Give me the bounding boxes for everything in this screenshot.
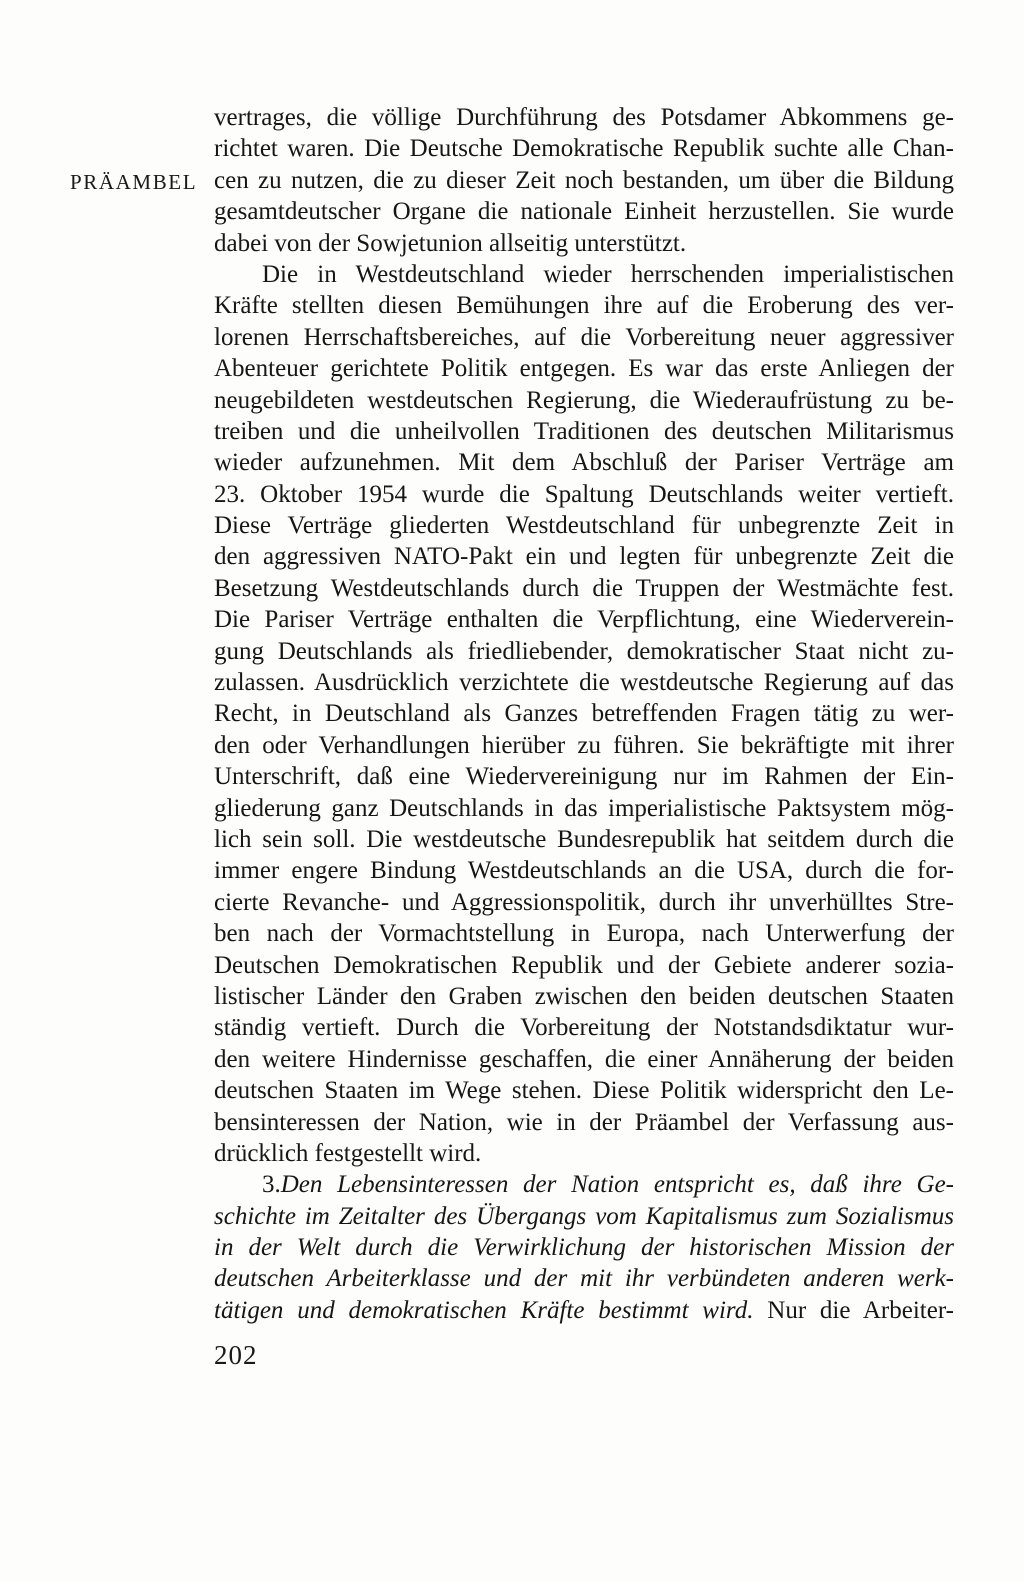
text-line: Deutschen Demokratischen Republik und der Gebiete anderer sozia- [214, 951, 954, 979]
text-line: den weitere Hindernisse geschaffen, die einer Annäherung der beiden [214, 1045, 954, 1073]
text-line: Diese Verträge gliederten Westdeutschland für unbegrenzte Zeit in [214, 512, 954, 540]
text-line: 23. Oktober 1954 wurde die Spaltung Deutschlands weiter vertieft. [214, 480, 954, 508]
italic-text: Den Lebensinteressen der Nation entspricht es, daß ihre Ge- [280, 1171, 954, 1199]
section-3-line [214, 1232, 954, 1263]
italic-text: tätigen und demokratischen Kräfte bestimmt wird. [214, 1296, 754, 1324]
text-line: Die in Westdeutschland wieder herrschenden imperialistischen [262, 260, 954, 288]
text-line: gung Deutschlands als friedliebender, demokratischer Staat nicht zu- [214, 637, 954, 665]
text-line: cen zu nutzen, die zu dieser Zeit noch bestanden, um über die Bildung [214, 166, 954, 194]
section-3-line [214, 1201, 954, 1232]
text-line: immer engere Bindung Westdeutschlands an die USA, durch die for- [214, 857, 954, 885]
text-line: dabei von der Sowjetunion allseitig unterstützt. [214, 229, 687, 257]
section-number: 3. [262, 1171, 281, 1199]
text-line: treiben und die unheilvollen Traditionen des deutschen Militarismus [214, 417, 954, 445]
italic-text: schichte im Zeitalter des Übergangs vom Kapitalismus zum Sozialismus [214, 1202, 954, 1230]
text-line: gesamtdeutscher Organe die nationale Einheit herzustellen. Sie wurde [214, 198, 954, 226]
text-line: gliederung ganz Deutschlands in das imperialistische Paktsystem mög- [214, 794, 954, 822]
italic-text: in der Welt durch die Verwirklichung der historischen Mission der [214, 1234, 954, 1262]
text-line: den oder Verhandlungen hierüber zu führen. Sie bekräftigte mit ihrer [214, 731, 954, 759]
text-line: den aggressiven NATO-Pakt ein und legten für unbegrenzte Zeit die [214, 543, 954, 571]
text-line: cierte Revanche- und Aggressionspolitik, durch ihr unverhülltes Stre- [214, 888, 954, 916]
text-line: lorenen Herrschaftsbereiches, auf die Vorbereitung neuer aggressiver [214, 323, 954, 351]
text-line: ständig vertieft. Durch die Vorbereitung der Notstandsdiktatur wur- [214, 1014, 954, 1042]
text-line: Abenteuer gerichtete Politik entgegen. Es war das erste Anliegen der [214, 355, 954, 383]
text-line: wieder aufzunehmen. Mit dem Abschluß der Pariser Verträge am [214, 449, 954, 477]
text-line: Die Pariser Verträge enthalten die Verpflichtung, eine Wiederverein- [214, 606, 954, 634]
text-line: bensinteressen der Nation, wie in der Präambel der Verfassung aus- [214, 1108, 954, 1136]
text-line: Kräfte stellten diesen Bemühungen ihre auf die Eroberung des ver- [214, 292, 954, 320]
italic-text: deutschen Arbeiterklasse und der mit ihr verbündeten anderen werk- [214, 1265, 954, 1293]
text-line: lich sein soll. Die westdeutsche Bundesrepublik hat seitdem durch die [214, 825, 954, 853]
text-line: neugebildeten westdeutschen Regierung, die Wiederaufrüstung zu be- [214, 386, 954, 414]
text-line: ben nach der Vormachtstellung in Europa, nach Unterwerfung der [214, 920, 954, 948]
text-line: listischer Länder den Graben zwischen den beiden deutschen Staaten [214, 982, 954, 1010]
section-3-line [214, 1263, 954, 1294]
text-line: deutschen Staaten im Wege stehen. Diese Politik widerspricht den Le- [214, 1077, 954, 1105]
text-line: drücklich festgestellt wird. [214, 1139, 482, 1167]
text-line: Unterschrift, daß eine Wiedervereinigung nur im Rahmen der Ein- [214, 763, 954, 791]
body-text [214, 102, 954, 1326]
roman-text: Nur die Arbeiter- [753, 1296, 954, 1324]
text-line: Besetzung Westdeutschlands durch die Truppen der Westmächte fest. [214, 574, 954, 602]
text-line: richtet waren. Die Deutsche Demokratische Republik suchte alle Chan- [214, 135, 954, 163]
section-3-line [214, 1169, 954, 1200]
page-number: 202 [214, 1340, 258, 1370]
margin-label: PRÄAMBEL [70, 170, 198, 194]
section-3-line [214, 1295, 954, 1326]
text-line: Recht, in Deutschland als Ganzes betreffenden Fragen tätig zu wer- [214, 700, 954, 728]
text-line: vertrages, die völlige Durchführung des Potsdamer Abkommens ge- [214, 104, 954, 131]
text-line: zulassen. Ausdrücklich verzichtete die westdeutsche Regierung auf das [214, 669, 954, 697]
